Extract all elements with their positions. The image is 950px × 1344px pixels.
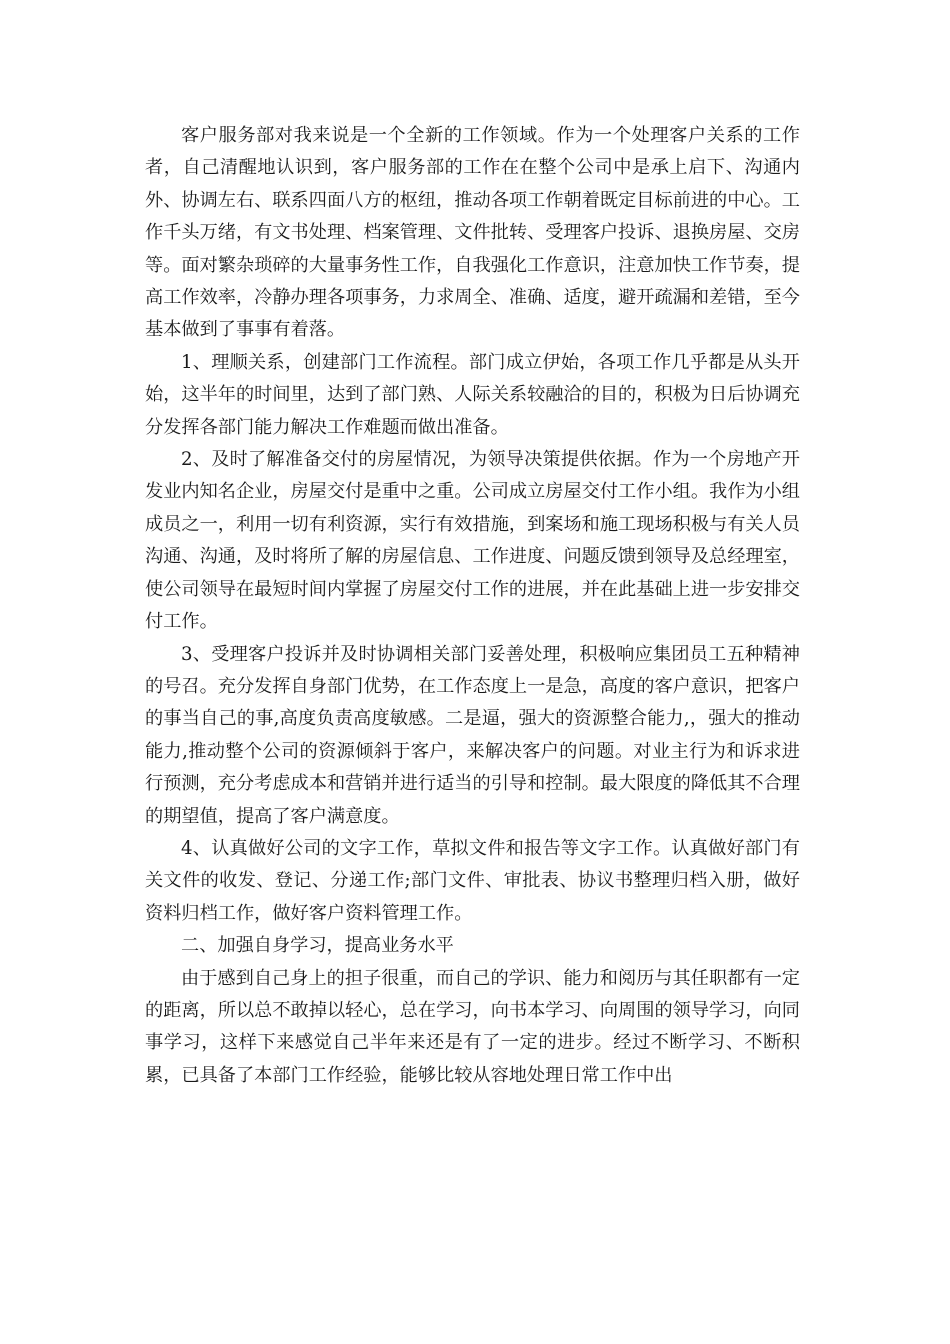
document-body	[145, 120, 800, 1092]
paragraph-item-3: 3、受理客户投诉并及时协调相关部门妥善处理，积极响应集团员工五种精神的号召。充分发挥自身部门优势，在工作态度上一是急，高度的客户意识，把客户的事当自己的事,高度负责高度敏感。二是逼，强大的资源整合能力,，强大的推动能力,推动整个公司的资源倾斜于客户，来解决客户的问题。对业主行为和诉求进行预测，充分考虑成本和营销并进行适当的引导和控制。最大限度的降低其不合理的期望值，提高了客户满意度。	[145, 643, 800, 827]
paragraph-intro: 客户服务部对我来说是一个全新的工作领域。作为一个处理客户关系的工作者，自己清醒地认识到，客户服务部的工作在在整个公司中是承上启下、沟通内外、协调左右、联系四面八方的枢纽，推动各项工作朝着既定目标前进的中心。工作千头万绪，有文书处理、档案管理、文件批转、受理客户投诉、退换房屋、交房等。面对繁杂琐碎的大量事务性工作，自我强化工作意识，注意加快工作节奏，提高工作效率，冷静办理各项事务，力求周全、准确、适度，避开疏漏和差错，至今基本做到了事事有着落。	[145, 125, 800, 341]
paragraph-item-2: 2、及时了解准备交付的房屋情况，为领导决策提供依据。作为一个房地产开发业内知名企业，房屋交付是重中之重。公司成立房屋交付工作小组。我作为小组成员之一，利用一切有利资源，实行有效措施，到案场和施工现场积极与有关人员沟通、沟通，及时将所了解的房屋信息、工作进度、问题反馈到领导及总经理室，使公司领导在最短时间内掌握了房屋交付工作的进展，并在此基础上进一步安排交付工作。	[145, 449, 800, 633]
paragraph-item-4: 4、认真做好公司的文字工作，草拟文件和报告等文字工作。认真做好部门有关文件的收发、登记、分递工作;部门文件、审批表、协议书整理归档入册，做好资料归档工作，做好客户资料管理工作。	[145, 837, 800, 924]
paragraph-item-1: 1、理顺关系，创建部门工作流程。部门成立伊始，各项工作几乎都是从头开始，这半年的时间里，达到了部门熟、人际关系较融洽的目的，积极为日后协调充分发挥各部门能力解决工作难题而做出准备。	[145, 351, 800, 438]
paragraph-study: 由于感到自己身上的担子很重，而自己的学识、能力和阅历与其任职都有一定的距离，所以总不敢掉以轻心，总在学习，向书本学习、向周围的领导学习，向同事学习，这样下来感觉自己半年来还是有了一定的进步。经过不断学习、不断积累，已具备了本部门工作经验，能够比较从容地处理日常工作中出	[145, 967, 800, 1086]
section-heading: 二、加强自身学习，提高业务水平	[181, 935, 454, 957]
